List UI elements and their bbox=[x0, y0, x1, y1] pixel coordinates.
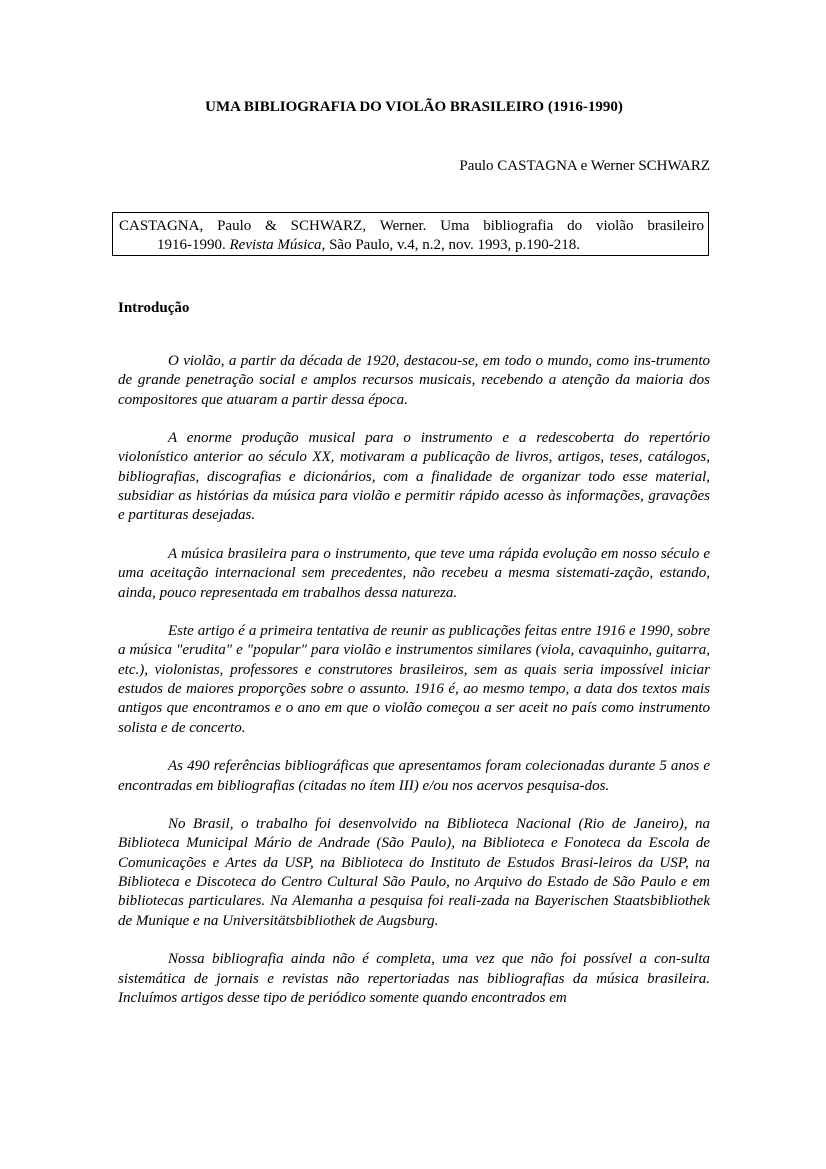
paragraph: A enorme produção musical para o instrumento e a redescoberta do repertório violonístico anterior ao século XX, motivaram a publicação de livros, artigos, teses, catálogos, bibliografias, discografias e dicionários, com a finalidade de organizar todo esse material, subsidiar as histórias da música para violão e permitir rápido acesso às informações, gravações e partituras desejadas. bbox=[118, 430, 710, 524]
document-authors: Paulo CASTAGNA e Werner SCHWARZ bbox=[459, 158, 710, 174]
citation-line-2-suffix: , São Paulo, v.4, n.2, nov. 1993, p.190-218. bbox=[321, 237, 581, 253]
citation-line-2-prefix: 1916-1990. bbox=[157, 237, 230, 253]
document-title: UMA BIBLIOGRAFIA DO VIOLÃO BRASILEIRO (1916-1990) bbox=[205, 99, 623, 115]
body-text bbox=[118, 352, 710, 1027]
citation-line-1: CASTAGNA, Paulo & SCHWARZ, Werner. Uma bibliografia do violão brasileiro bbox=[119, 218, 704, 234]
paragraph: As 490 referências bibliográficas que apresentamos foram colecionadas durante 5 anos e encontradas em bibliografias (citadas no ítem III) e/ou nos acervos pesquisa-dos. bbox=[118, 758, 710, 794]
citation-box bbox=[112, 212, 709, 256]
paragraph: A música brasileira para o instrumento, que teve uma rápida evolução em nosso século e uma aceitação internacional sem precedentes, não recebeu a mesma sistemati-zação, estando, ainda, pouco representada em trabalhos dessa natureza. bbox=[118, 545, 710, 601]
citation-journal: Revista Música bbox=[229, 237, 322, 253]
paragraph: O violão, a partir da década de 1920, destacou-se, em todo o mundo, como ins-trumento de grande penetração social e amplos recursos musicais, recebendo a atenção da maioria dos compositores que atuaram a partir dessa época. bbox=[118, 353, 710, 408]
citation-line-2 bbox=[119, 236, 704, 255]
section-heading: Introdução bbox=[118, 300, 190, 316]
paragraph: Este artigo é a primeira tentativa de reunir as publicações feitas entre 1916 e 1990, sobre a música "erudita" e "popular" para violão e instrumentos similares (viola, cavaquinho, guitarra, etc.), violonistas, professores e construtores brasileiros, sem as quais seria impossível iniciar estudos de maiores proporções sobre o assunto. 1916 é, ao mesmo tempo, a data dos textos mais antigos que encontramos e o ano em que o violão começou a ser aceit no país como instrumento solista e de concerto. bbox=[118, 623, 710, 736]
paragraph: Nossa bibliografia ainda não é completa, uma vez que não foi possível a con-sulta sistemática de jornais e revistas não repertoriadas nas bibliografias da música brasileira. Incluímos artigos desse tipo de periódico somente quando encontrados em bbox=[118, 951, 710, 1006]
paragraph: No Brasil, o trabalho foi desenvolvido na Biblioteca Nacional (Rio de Janeiro), na Biblioteca Municipal Mário de Andrade (São Paulo), na Biblioteca e Fonoteca da Escola de Comunicações e Artes da USP, na Biblioteca do Instituto de Estudos Brasi-leiros da USP, na Biblioteca e Discoteca do Centro Cultural São Paulo, no Arquivo do Estado de São Paulo e em bibliotecas particulares. Na Alemanha a pesquisa foi reali-zada na Bayerischen Staatsbibliothek de Munique e na Universitätsbibliothek de Augsburg. bbox=[118, 816, 710, 929]
